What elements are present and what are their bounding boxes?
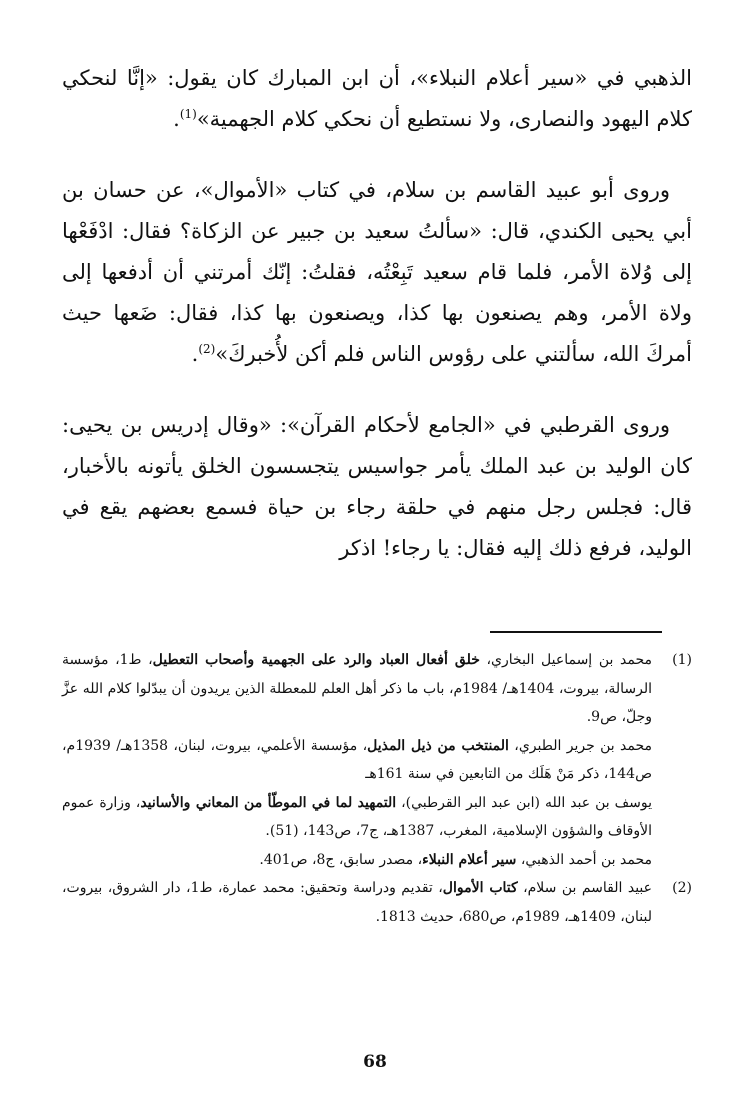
footnote-ref-2[interactable]: (2): [198, 342, 216, 356]
page-number: 68: [363, 1052, 387, 1072]
citation-author: محمد بن إسماعيل البخاري،: [479, 652, 652, 668]
citation-title: خلق أفعال العباد والرد على الجهمية وأصحاب التعطيل: [152, 652, 480, 668]
main-text: [62, 58, 692, 599]
citation-details: ، تقديم ودراسة وتحقيق: محمد عمارة، ط1، دار الشروق، بيروت، لبنان، 1409هـ، 1989م، ص680، حديث 1813.: [62, 880, 652, 925]
citation-author: يوسف بن عبد الله (ابن عبد البر القرطبي)،: [396, 794, 652, 811]
paragraph-2-text: وروى أبو عبيد القاسم بن سلام، في كتاب «الأموال»، عن حسان بن أبي يحيى الكندي، قال: «سألتُ سعيد بن جبير عن الزكاة؟ فقال: ادْفَعْها إلى وُلاة الأمر، فلما قام سعيد تَبِعْتُه، فقلتُ: إنّك أمرتني أن أدفعها إلى ولاة الأمر، وهم يصنعون بها كذا، ويصنعون بها كذا، فقال: ضَعها حيث أمركَ الله، سألتني على رؤوس الناس فلم أكن لأُخبركَ»: [62, 178, 692, 366]
citation-title: المنتخب من ذيل المذيل: [367, 737, 509, 754]
footnote-ref-1[interactable]: (1): [179, 107, 197, 121]
paragraph-1-tail: .: [173, 107, 180, 131]
footnotes: [62, 646, 692, 931]
paragraph-1-text: الذهبي في «سير أعلام النبلاء»، أن ابن المبارك كان يقول: «إنَّا لنحكي كلام اليهود والنصارى، ولا نستطيع أن نحكي كلام الجهمية»: [62, 66, 692, 131]
citation-details: ، مؤسسة الأعلمي، بيروت، لبنان، 1358هـ/ 1939م، ص144، ذكر مَنْ هَلَك من التابعين في سنة 161هـ: [62, 737, 652, 782]
citation-author: محمد بن أحمد الذهبي،: [516, 851, 652, 868]
citation-title: سير أعلام النبلاء: [422, 851, 517, 868]
citation: [62, 874, 652, 931]
footnote-body: [62, 646, 652, 874]
paragraph-3-text: وروى القرطبي في «الجامع لأحكام القرآن»: «وقال إدريس بن يحيى: كان الوليد بن عبد الملك يأمر جواسيس يتجسسون الخلق يأتونه بالأخبار، قال: فجلس رجل منهم في حلقة رجاء بن حياة فسمع بعضهم يقع في الوليد، فرفع ذلك إليه فقال: يا رجاء! اذكر: [62, 413, 692, 560]
citation-title: التمهيد لما في الموطّأ من المعاني والأسانيد: [140, 794, 397, 811]
citation: [62, 789, 652, 846]
footnote-1: [62, 646, 692, 874]
footnote-separator: [490, 631, 662, 633]
citation-author: محمد بن جرير الطبري،: [508, 737, 652, 754]
citation-author: عبيد القاسم بن سلام،: [517, 880, 652, 896]
citation: [62, 846, 652, 875]
citation: [62, 732, 652, 789]
citation-title: كتاب الأموال: [442, 880, 518, 896]
citation: [62, 646, 652, 732]
footnote-2: [62, 874, 692, 931]
paragraph-3: [62, 405, 692, 569]
citation-details: ، ط1، مؤسسة الرسالة، بيروت، 1404هـ/ 1984م، باب ما ذكر أهل العلم للمعطلة الذين يريدون أن يبدّلوا كلام الله عزَّ وجلّ، ص9.: [62, 652, 652, 725]
citation-details: ، وزارة عموم الأوقاف والشؤون الإسلامية، المغرب، 1387هـ، ج7، ص143، (51).: [62, 794, 652, 839]
paragraph-2: [62, 170, 692, 375]
footnote-number: (1): [672, 652, 692, 668]
paragraph-2-tail: .: [191, 342, 199, 366]
paragraph-1: [62, 58, 692, 140]
footnote-number: (2): [672, 880, 692, 896]
footnote-body: [62, 874, 652, 931]
citation-details: ، مصدر سابق، ج8، ص401.: [259, 851, 423, 868]
